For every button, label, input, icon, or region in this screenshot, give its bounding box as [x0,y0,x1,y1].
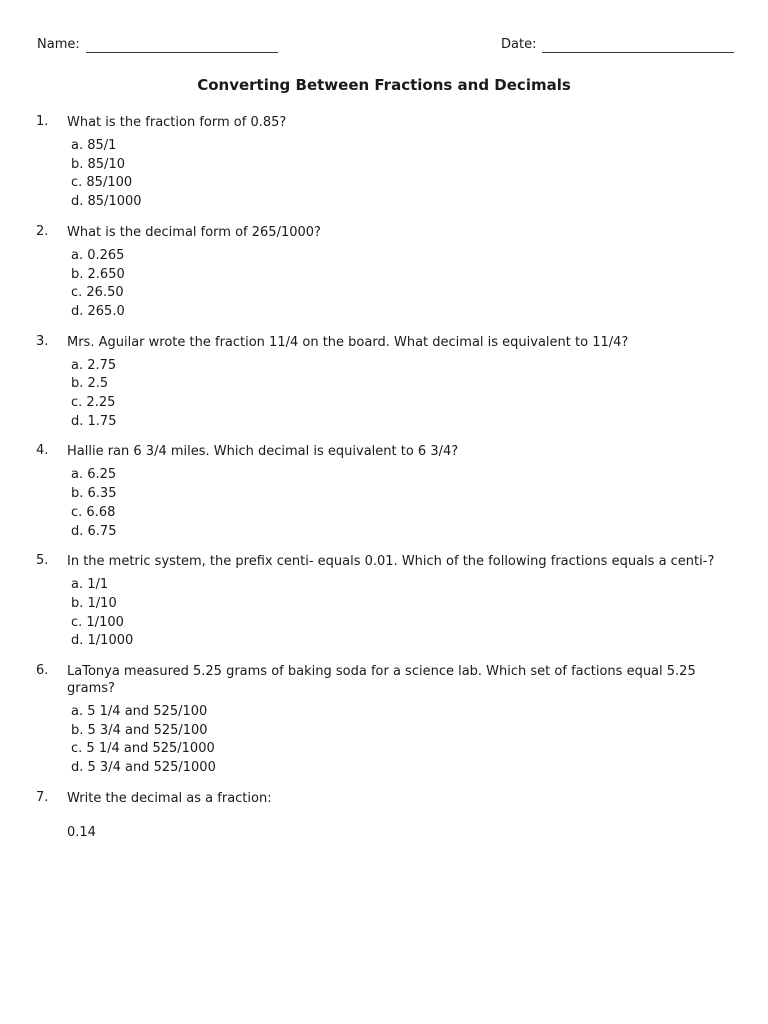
answer-option: b. 85/10 [71,156,125,172]
answer-option: d. 1.75 [71,413,117,429]
answer-options [71,357,736,432]
answer-option: c. 6.68 [71,504,116,520]
name-label: Name: [37,37,80,52]
answer-option: c. 85/100 [71,175,133,191]
question-number: 5. [36,553,49,569]
question-item [36,114,736,212]
answer-options [71,247,736,322]
answer-option: a. 85/1 [71,138,117,153]
question-item [36,790,736,841]
answer-option: a. 5 1/4 and 525/100 [71,704,208,720]
answer-option: c. 1/100 [71,614,124,630]
header-row [37,36,732,54]
answer-options [71,703,736,778]
answer-option: d. 5 3/4 and 525/1000 [71,760,216,776]
name-field [37,36,278,53]
answer-option: b. 2.5 [71,376,109,392]
question-number: 4. [36,443,49,459]
question-number: 1. [36,114,49,129]
question-value: 0.14 [67,824,96,840]
name-blank-line[interactable] [86,38,278,53]
question-number: 6. [36,663,49,679]
question-number: 7. [36,789,49,805]
question-list [36,114,736,853]
answer-option: a. 2.75 [71,357,117,373]
answer-option: c. 26.50 [71,285,124,301]
answer-option: c. 2.25 [71,395,116,411]
question-item [36,553,736,651]
answer-options [71,466,736,541]
date-label: Date: [501,37,537,52]
answer-options [71,137,736,212]
question-prompt: Write the decimal as a fraction: [67,790,272,806]
question-prompt: In the metric system, the prefix centi- equals 0.01. Which of the following fractions equals a centi-? [67,554,715,570]
answer-options [71,576,736,651]
question-item [36,443,736,541]
answer-option: d. 6.75 [71,523,117,539]
answer-option: a. 6.25 [71,467,117,483]
answer-option: b. 1/10 [71,595,117,611]
worksheet-title: Converting Between Fractions and Decimals [197,76,571,94]
question-prompt: What is the fraction form of 0.85? [67,115,287,130]
question-item [36,224,736,322]
question-prompt: LaTonya measured 5.25 grams of baking soda for a science lab. Which set of factions equal 5.25 grams? [67,664,696,697]
question-item [36,663,736,778]
answer-option: b. 2.650 [71,266,125,282]
answer-option: a. 1/1 [71,577,109,593]
answer-option: c. 5 1/4 and 525/1000 [71,741,215,757]
answer-option: d. 1/1000 [71,633,134,649]
question-prompt: What is the decimal form of 265/1000? [67,224,321,240]
answer-option: b. 5 3/4 and 525/100 [71,722,208,738]
date-field [501,36,734,53]
answer-option: d. 85/1000 [71,194,142,210]
question-number: 3. [36,333,49,349]
answer-option: b. 6.35 [71,486,117,502]
date-blank-line[interactable] [542,38,734,53]
answer-option: d. 265.0 [71,303,125,319]
question-number: 2. [36,223,49,239]
question-prompt: Mrs. Aguilar wrote the fraction 11/4 on the board. What decimal is equivalent to 11/4? [67,334,629,350]
question-item [36,334,736,432]
answer-option: a. 0.265 [71,247,125,263]
question-prompt: Hallie ran 6 3/4 miles. Which decimal is equivalent to 6 3/4? [67,444,459,460]
